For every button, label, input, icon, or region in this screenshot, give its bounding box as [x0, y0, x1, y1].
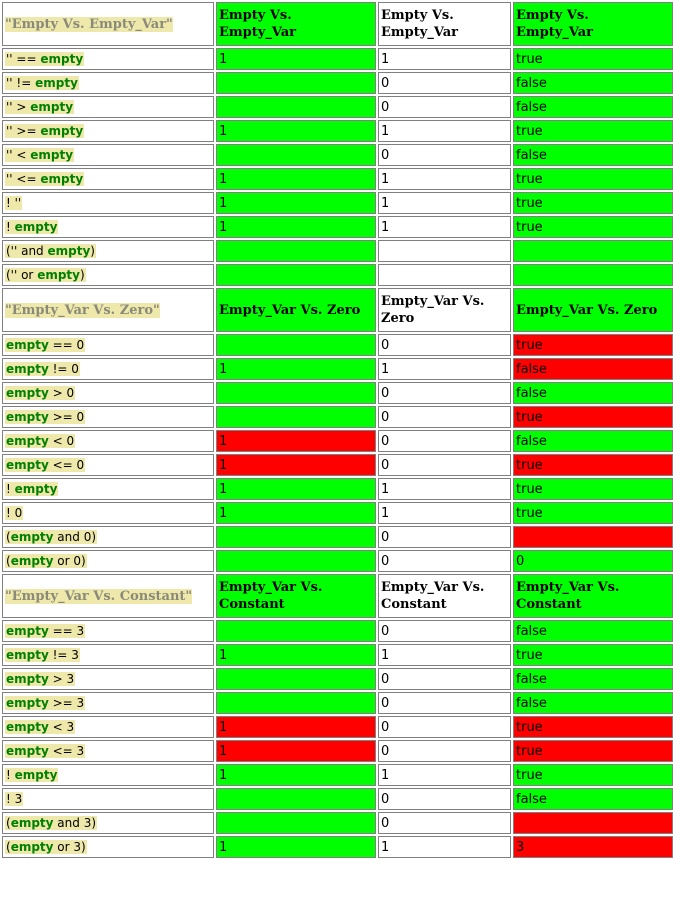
expression-label [5, 220, 58, 234]
table-row [2, 334, 673, 356]
result-cell-3: true [513, 716, 673, 738]
expression-cell [2, 382, 214, 404]
expression-keyword: empty [10, 839, 54, 854]
result-cell-3: false [513, 382, 673, 404]
result-cell-3: true [513, 740, 673, 762]
expression-keyword: empty [37, 267, 80, 282]
expression-label [5, 458, 85, 472]
expression-label [5, 100, 74, 114]
table-row [2, 48, 673, 70]
result-cell-3: false [513, 692, 673, 714]
expression-prefix: ( [6, 815, 11, 830]
expression-label [5, 244, 96, 258]
result-cell-2: 0 [378, 406, 511, 428]
expression-cell [2, 72, 214, 94]
result-cell-2: 0 [378, 620, 511, 642]
result-cell-1: 1 [216, 478, 376, 500]
result-cell-3: true [513, 168, 673, 190]
result-cell-3: true [513, 764, 673, 786]
expression-prefix: ( [6, 839, 11, 854]
section-title: "Empty_Var Vs. Constant" [5, 588, 193, 604]
expression-prefix: ! [6, 767, 15, 782]
table-row [2, 454, 673, 476]
result-cell-2: 0 [378, 716, 511, 738]
table-row [2, 96, 673, 118]
result-cell-3: true [513, 334, 673, 356]
expression-label [5, 196, 22, 210]
expression-prefix: '' != [6, 75, 36, 90]
result-cell-1 [216, 788, 376, 810]
section-title-cell [2, 288, 214, 332]
expression-suffix: >= 0 [48, 409, 85, 424]
expression-keyword: empty [6, 337, 49, 352]
expression-keyword: empty [40, 51, 84, 66]
column-header-1: Empty_Var Vs. Constant [216, 574, 376, 618]
expression-cell [2, 644, 214, 666]
expression-cell [2, 716, 214, 738]
expression-keyword: empty [6, 647, 49, 662]
expression-suffix: <= 3 [48, 743, 85, 758]
expression-prefix: '' <= [6, 171, 41, 186]
expression-suffix: < 0 [48, 433, 75, 448]
expression-keyword: empty [40, 171, 84, 186]
table-row [2, 788, 673, 810]
expression-label [5, 672, 75, 686]
result-cell-2: 1 [378, 764, 511, 786]
expression-label [5, 530, 97, 544]
expression-keyword: empty [10, 553, 54, 568]
expression-keyword: empty [6, 361, 49, 376]
expression-label [5, 124, 84, 138]
result-cell-2: 0 [378, 550, 511, 572]
result-cell-2: 1 [378, 216, 511, 238]
expression-cell [2, 454, 214, 476]
column-header-2: Empty_Var Vs. Constant [378, 574, 511, 618]
result-cell-1 [216, 526, 376, 548]
result-cell-1 [216, 620, 376, 642]
expression-cell [2, 48, 214, 70]
column-header-3: Empty_Var Vs. Zero [513, 288, 673, 332]
expression-suffix: == 3 [48, 623, 85, 638]
expression-cell [2, 216, 214, 238]
expression-prefix: ('' or [6, 267, 38, 282]
column-header-2: Empty_Var Vs. Zero [378, 288, 511, 332]
expression-label [5, 76, 79, 90]
expression-keyword: empty [14, 767, 58, 782]
expression-label [5, 410, 85, 424]
expression-suffix: or 3) [53, 839, 86, 854]
expression-label [5, 482, 58, 496]
result-cell-3: true [513, 406, 673, 428]
result-cell-1: 1 [216, 764, 376, 786]
expression-label [5, 720, 75, 734]
result-cell-2: 0 [378, 692, 511, 714]
result-cell-1 [216, 72, 376, 94]
result-cell-1: 1 [216, 168, 376, 190]
result-cell-1: 1 [216, 430, 376, 452]
result-cell-3: true [513, 502, 673, 524]
result-cell-3 [513, 526, 673, 548]
expression-suffix: != 3 [48, 647, 79, 662]
expression-label [5, 768, 58, 782]
expression-keyword: empty [47, 243, 91, 258]
expression-keyword: empty [10, 529, 54, 544]
expression-label [5, 554, 87, 568]
result-cell-2: 0 [378, 788, 511, 810]
comparison-table-body [2, 2, 673, 858]
result-cell-2: 0 [378, 454, 511, 476]
result-cell-3 [513, 264, 673, 286]
expression-keyword: empty [30, 147, 74, 162]
table-row [2, 620, 673, 642]
result-cell-1: 1 [216, 192, 376, 214]
result-cell-3: true [513, 48, 673, 70]
expression-suffix: ) [79, 267, 85, 282]
expression-cell [2, 668, 214, 690]
expression-label [5, 338, 85, 352]
column-header-3: Empty Vs. Empty_Var [513, 2, 673, 46]
expression-label [5, 816, 97, 830]
expression-cell [2, 168, 214, 190]
expression-prefix: '' == [6, 51, 41, 66]
expression-cell [2, 550, 214, 572]
result-cell-1 [216, 668, 376, 690]
result-cell-2: 0 [378, 72, 511, 94]
table-row [2, 812, 673, 834]
result-cell-2: 0 [378, 812, 511, 834]
expression-prefix: '' >= [6, 123, 41, 138]
result-cell-1 [216, 240, 376, 262]
table-row [2, 192, 673, 214]
table-row [2, 740, 673, 762]
expression-suffix: and 3) [53, 815, 97, 830]
table-row [2, 644, 673, 666]
expression-cell [2, 144, 214, 166]
expression-prefix: ! 0 [6, 505, 23, 520]
expression-label [5, 268, 86, 282]
expression-suffix: != 0 [48, 361, 79, 376]
result-cell-1: 1 [216, 120, 376, 142]
table-row [2, 478, 673, 500]
result-cell-1: 1 [216, 48, 376, 70]
table-row [2, 382, 673, 404]
expression-keyword: empty [14, 481, 58, 496]
expression-cell [2, 764, 214, 786]
expression-prefix: ! [6, 219, 15, 234]
table-row [2, 240, 673, 262]
expression-label [5, 744, 85, 758]
expression-suffix: < 3 [48, 719, 75, 734]
result-cell-3 [513, 240, 673, 262]
section-title: "Empty_Var Vs. Zero" [5, 302, 160, 318]
expression-suffix: ) [90, 243, 95, 258]
table-row [2, 764, 673, 786]
result-cell-2: 1 [378, 358, 511, 380]
expression-suffix: <= 0 [48, 457, 85, 472]
expression-keyword: empty [6, 409, 49, 424]
expression-keyword: empty [40, 123, 84, 138]
expression-cell [2, 264, 214, 286]
expression-label [5, 696, 85, 710]
expression-label [5, 434, 75, 448]
table-row [2, 430, 673, 452]
result-cell-3: 3 [513, 836, 673, 858]
section-title-cell [2, 574, 214, 618]
result-cell-2: 0 [378, 144, 511, 166]
result-cell-1: 1 [216, 740, 376, 762]
expression-cell [2, 788, 214, 810]
column-header-2: Empty Vs. Empty_Var [378, 2, 511, 46]
expression-cell [2, 526, 214, 548]
result-cell-1: 1 [216, 454, 376, 476]
expression-cell [2, 740, 214, 762]
expression-label [5, 840, 87, 854]
result-cell-3: true [513, 454, 673, 476]
expression-keyword: empty [6, 719, 49, 734]
result-cell-1 [216, 264, 376, 286]
expression-prefix: '' < [6, 147, 31, 162]
expression-label [5, 648, 80, 662]
column-header-1: Empty Vs. Empty_Var [216, 2, 376, 46]
expression-cell [2, 240, 214, 262]
expression-label [5, 52, 84, 66]
result-cell-3: true [513, 216, 673, 238]
expression-label [5, 172, 84, 186]
expression-keyword: empty [6, 743, 49, 758]
section-title: "Empty Vs. Empty_Var" [5, 16, 173, 32]
expression-label [5, 386, 75, 400]
table-row [2, 502, 673, 524]
result-cell-2: 1 [378, 192, 511, 214]
result-cell-3: false [513, 358, 673, 380]
table-row [2, 526, 673, 548]
result-cell-3: false [513, 668, 673, 690]
result-cell-1 [216, 144, 376, 166]
expression-cell [2, 836, 214, 858]
expression-label [5, 506, 23, 520]
column-header-1: Empty_Var Vs. Zero [216, 288, 376, 332]
result-cell-1 [216, 812, 376, 834]
result-cell-3: true [513, 644, 673, 666]
result-cell-1: 1 [216, 216, 376, 238]
result-cell-2: 1 [378, 836, 511, 858]
section-title-cell [2, 2, 214, 46]
table-row [2, 264, 673, 286]
expression-keyword: empty [6, 433, 49, 448]
expression-keyword: empty [30, 99, 74, 114]
expression-suffix: > 3 [48, 671, 75, 686]
table-row [2, 550, 673, 572]
expression-suffix: == 0 [48, 337, 85, 352]
expression-cell [2, 358, 214, 380]
result-cell-2: 0 [378, 382, 511, 404]
expression-cell [2, 192, 214, 214]
expression-keyword: empty [35, 75, 78, 90]
result-cell-2: 1 [378, 120, 511, 142]
table-row [2, 168, 673, 190]
expression-cell [2, 96, 214, 118]
result-cell-2: 0 [378, 526, 511, 548]
expression-label [5, 362, 80, 376]
expression-keyword: empty [6, 457, 49, 472]
result-cell-2: 1 [378, 644, 511, 666]
result-cell-1 [216, 334, 376, 356]
expression-prefix: ( [6, 529, 11, 544]
expression-suffix: >= 3 [48, 695, 85, 710]
expression-keyword: empty [6, 385, 49, 400]
expression-cell [2, 692, 214, 714]
section-header-row [2, 288, 673, 332]
table-row [2, 216, 673, 238]
expression-cell [2, 502, 214, 524]
expression-label [5, 148, 74, 162]
result-cell-2: 1 [378, 502, 511, 524]
result-cell-3: 0 [513, 550, 673, 572]
expression-cell [2, 620, 214, 642]
result-cell-2: 0 [378, 668, 511, 690]
expression-cell [2, 120, 214, 142]
table-row [2, 836, 673, 858]
result-cell-1 [216, 382, 376, 404]
result-cell-1: 1 [216, 836, 376, 858]
expression-prefix: ! '' [6, 195, 22, 210]
expression-label [5, 624, 85, 638]
section-header-row [2, 574, 673, 618]
result-cell-3: true [513, 120, 673, 142]
result-cell-2: 0 [378, 430, 511, 452]
result-cell-1 [216, 406, 376, 428]
result-cell-3: false [513, 788, 673, 810]
expression-cell [2, 430, 214, 452]
result-cell-2: 1 [378, 168, 511, 190]
result-cell-1: 1 [216, 358, 376, 380]
table-row [2, 716, 673, 738]
result-cell-3: false [513, 430, 673, 452]
result-cell-3: false [513, 96, 673, 118]
table-row [2, 358, 673, 380]
result-cell-1 [216, 96, 376, 118]
table-row [2, 144, 673, 166]
table-row [2, 406, 673, 428]
section-header-row [2, 2, 673, 46]
expression-prefix: '' > [6, 99, 31, 114]
result-cell-2: 1 [378, 48, 511, 70]
expression-keyword: empty [6, 695, 49, 710]
result-cell-3: true [513, 478, 673, 500]
result-cell-3: false [513, 72, 673, 94]
result-cell-2: 0 [378, 740, 511, 762]
expression-cell [2, 406, 214, 428]
expression-suffix: or 0) [53, 553, 86, 568]
expression-suffix: and 0) [53, 529, 97, 544]
result-cell-2 [378, 240, 511, 262]
result-cell-1: 1 [216, 502, 376, 524]
result-cell-2 [378, 264, 511, 286]
expression-keyword: empty [10, 815, 54, 830]
result-cell-3: false [513, 144, 673, 166]
expression-prefix: ! 3 [6, 791, 23, 806]
expression-suffix: > 0 [48, 385, 75, 400]
expression-prefix: ! [6, 481, 15, 496]
expression-cell [2, 812, 214, 834]
expression-label [5, 792, 23, 806]
expression-keyword: empty [6, 623, 49, 638]
result-cell-2: 0 [378, 96, 511, 118]
expression-cell [2, 478, 214, 500]
expression-keyword: empty [6, 671, 49, 686]
result-cell-2: 0 [378, 334, 511, 356]
expression-prefix: ( [6, 553, 11, 568]
expression-cell [2, 334, 214, 356]
result-cell-1: 1 [216, 716, 376, 738]
table-row [2, 692, 673, 714]
result-cell-1 [216, 692, 376, 714]
expression-keyword: empty [14, 219, 58, 234]
table-row [2, 120, 673, 142]
result-cell-3: false [513, 620, 673, 642]
expression-prefix: ('' and [6, 243, 48, 258]
result-cell-1 [216, 550, 376, 572]
result-cell-3: true [513, 192, 673, 214]
table-row [2, 72, 673, 94]
result-cell-1: 1 [216, 644, 376, 666]
result-cell-2: 1 [378, 478, 511, 500]
result-cell-3 [513, 812, 673, 834]
column-header-3: Empty_Var Vs. Constant [513, 574, 673, 618]
table-row [2, 668, 673, 690]
